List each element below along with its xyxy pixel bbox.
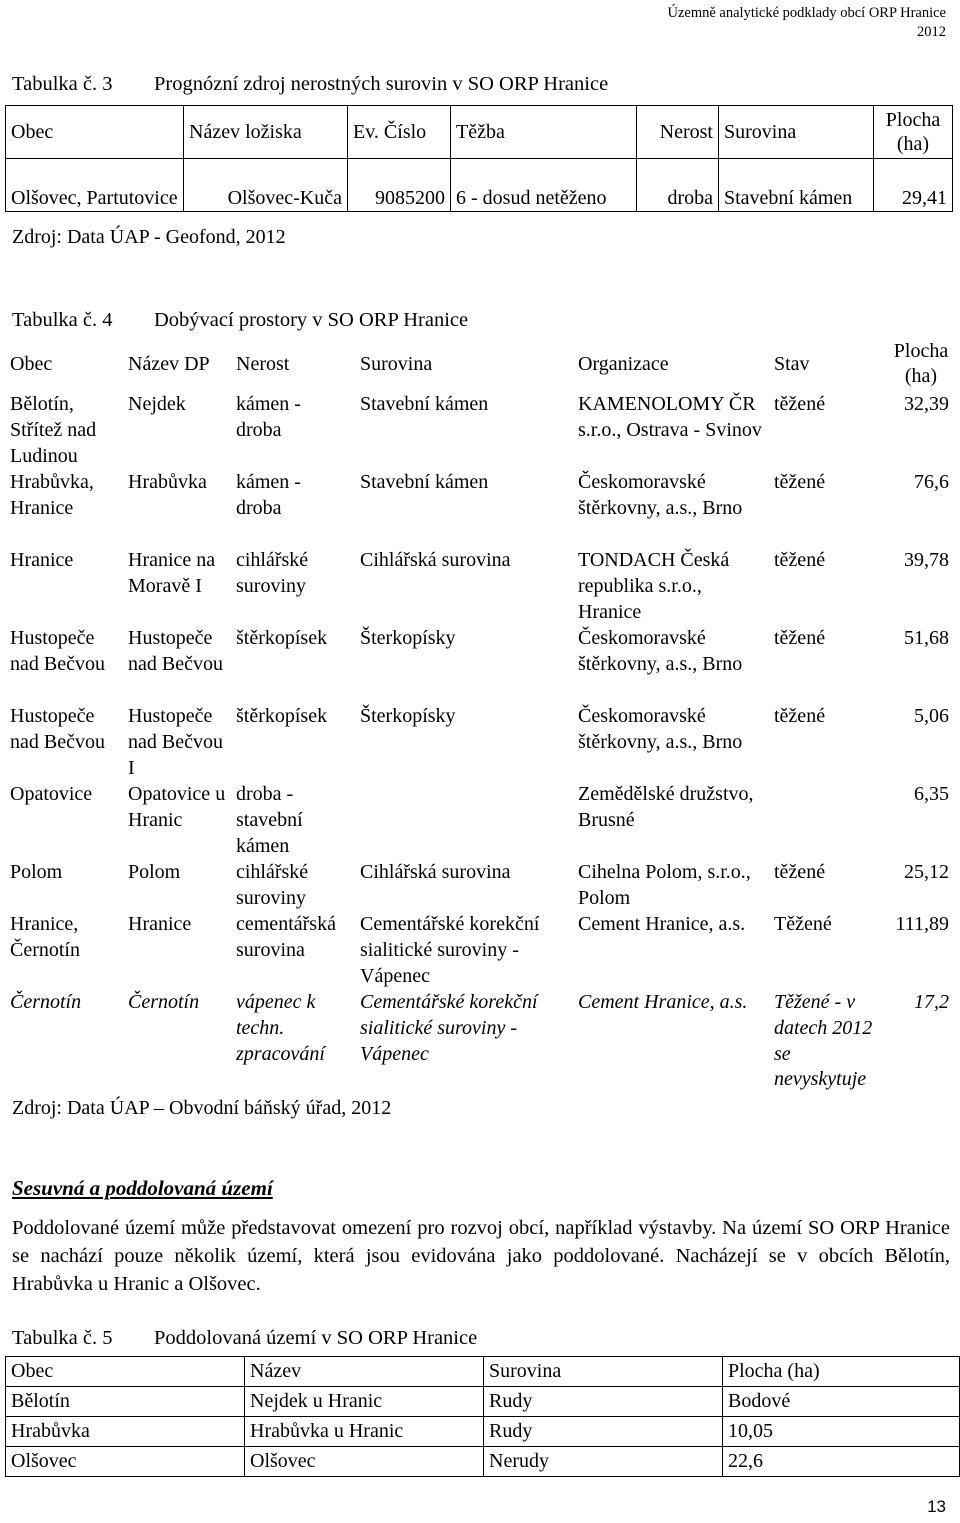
cell-surovina: Stavební kámen [719,159,874,212]
cell-surovina: Rudy [484,1387,723,1417]
cell-nazev: Hranice na Moravě I [128,549,216,597]
cell-plocha: 76,6 [914,471,949,493]
page-number: 13 [927,1497,946,1516]
table-header-row [5,336,957,392]
cell-organizace: Cement Hranice, a.s. [578,991,748,1013]
cell-organizace: KAMENOLOMY ČR s.r.o., Ostrava - Svinov [578,393,762,441]
cell-organizace: Cement Hranice, a.s. [578,913,746,935]
cell-nerost: droba [637,159,719,212]
cell-stav: Těžené - v datech 2012 se nevyskytuje [774,991,873,1091]
cell-nerost: cihlářské suroviny [236,861,309,909]
table3-caption-number: Tabulka č. 3 [12,73,113,95]
header-cell: Nerost [236,352,290,375]
cell-obec: Hustopeče nad Bečvou [10,627,105,675]
cell-obec: Hrabůvka [6,1417,245,1447]
table-row [5,470,957,548]
cell-plocha: 6,35 [914,783,949,805]
table3 [5,105,953,212]
cell-surovina: Cementářské korekční sialitické suroviny - Vápenec [360,913,540,987]
cell-obec: Hranice [10,549,74,571]
table-header-row [6,106,953,159]
cell-nazev: Opatovice u Hranic [128,783,226,831]
cell-cislo: 9085200 [348,159,451,212]
cell-tezba: 6 - dosud netěženo [451,159,637,212]
cell-obec: Bělotín [6,1387,245,1417]
table4-caption-number: Tabulka č. 4 [12,309,113,331]
table-row [6,1417,960,1447]
header-year: 2012 [917,24,946,40]
header-cell: Obec [10,352,53,375]
cell-stav: těžené [774,627,826,649]
cell-obec: Hranice, Černotín [10,913,80,961]
cell-nazev: Olšovec-Kuča [184,159,348,212]
page-header [668,4,947,42]
header-cell: Organizace [578,352,669,375]
header-cell: Surovina [484,1357,723,1387]
table3-caption [12,72,608,96]
cell-plocha: 17,2 [914,991,949,1013]
table-row [5,626,957,704]
table-row [5,912,957,990]
table5-caption-title: Poddolovaná území v SO ORP Hranice [154,1327,478,1349]
cell-nazev: Nejdek [128,393,186,415]
cell-organizace: Českomoravské štěrkovny, a.s., Brno [578,627,743,675]
cell-obec: Černotín [10,991,82,1013]
cell-surovina: Šterkopísky [360,627,456,649]
cell-nazev: Hustopeče nad Bečvou [128,627,223,675]
cell-nazev: Hustopeče nad Bečvou I [128,705,223,779]
cell-plocha: 10,05 [723,1417,960,1447]
cell-organizace: Českomoravské štěrkovny, a.s., Brno [578,705,743,753]
cell-surovina: Rudy [484,1417,723,1447]
cell-stav: těžené [774,393,826,415]
cell-obec: Olšovec, Partutovice [6,159,184,212]
table-row [5,990,957,1094]
cell-obec: Bělotín, Střítež nad Ludinou [10,393,97,467]
header-cell: Surovina [360,352,433,375]
cell-nerost: droba - stavební kámen [236,783,303,857]
cell-nazev: Olšovec [245,1447,484,1477]
table-row [6,159,953,212]
cell-organizace: Cihelna Polom, s.r.o., Polom [578,861,751,909]
cell-nerost: štěrkopísek [236,627,328,649]
table4 [5,336,957,1094]
table-row [6,1447,960,1477]
cell-obec: Polom [10,861,63,883]
cell-plocha: 29,41 [874,159,953,212]
table4-source: Zdroj: Data ÚAP – Obvodní báňský úřad, 2012 [12,1097,392,1119]
cell-organizace: TONDACH Česká republika s.r.o., Hranice [578,549,730,623]
cell-plocha: 39,78 [904,549,949,571]
cell-nerost: kámen - droba [236,393,301,441]
cell-obec: Hustopeče nad Bečvou [10,705,105,753]
table4-caption [12,308,468,332]
cell-stav: těžené [774,471,826,493]
cell-surovina: Stavební kámen [360,471,489,493]
cell-surovina: Stavební kámen [360,393,489,415]
cell-plocha: 5,06 [914,705,949,727]
cell-plocha: 22,6 [723,1447,960,1477]
cell-obec: Hrabůvka, Hranice [10,471,94,519]
table-row [5,782,957,860]
cell-surovina: Cihlářská surovina [360,549,511,571]
cell-plocha: 51,68 [904,627,949,649]
cell-organizace: Zemědělské družstvo, Brusné [578,783,754,831]
header-cell: Nerost [637,106,719,159]
section-paragraph: Poddolované území může představovat omezení pro rozvoj obcí, například výstavby. Na území SO ORP Hranice se nachází pouze několik území, která jsou evidována jako poddolované. Nacházejí se v obcích Bělotín, Hrabůvka u Hranic a Olšovec. [12,1217,950,1295]
cell-plocha: 25,12 [904,861,949,883]
cell-surovina: Cihlářská surovina [360,861,511,883]
cell-nazev: Černotín [128,991,200,1013]
header-cell: Název [245,1357,484,1387]
header-cell: Obec [6,106,184,159]
header-cell: Obec [6,1357,245,1387]
cell-nazev: Hrabůvka [128,471,207,493]
table5-caption-number: Tabulka č. 5 [12,1327,113,1349]
table3-caption-title: Prognózní zdroj nerostných surovin v SO ORP Hranice [154,73,609,95]
header-cell: Stav [774,352,810,375]
header-cell: Plocha (ha) [874,106,953,159]
cell-surovina: Nerudy [484,1447,723,1477]
header-cell: Název DP [128,352,210,375]
cell-nazev: Nejdek u Hranic [245,1387,484,1417]
table4-caption-title: Dobývací prostory v SO ORP Hranice [154,309,469,331]
table-row [6,1387,960,1417]
cell-stav: těžené [774,549,826,571]
section-heading: Sesuvná a poddolovaná území [12,1176,273,1200]
cell-nazev: Hrabůvka u Hranic [245,1417,484,1447]
cell-plocha: 32,39 [904,393,949,415]
table-row [5,392,957,470]
header-cell: Plocha (ha) [723,1357,960,1387]
cell-nerost: vápenec k techn. zpracování [236,991,325,1065]
table-row [5,548,957,626]
cell-surovina: Cementářské korekční sialitické suroviny - Vápenec [360,991,538,1065]
cell-stav: Těžené [774,913,832,935]
cell-surovina [355,782,573,860]
cell-nazev: Polom [128,861,181,883]
cell-nerost: štěrkopísek [236,705,328,727]
cell-stav: těžené [774,861,826,883]
table-row [5,860,957,912]
cell-obec: Opatovice [10,783,93,805]
cell-nerost: kámen - droba [236,471,301,519]
table-row [5,704,957,782]
cell-obec: Olšovec [6,1447,245,1477]
table-header-row [6,1357,960,1387]
cell-nazev: Hranice [128,913,192,935]
table5-caption [12,1326,477,1350]
header-cell: Název ložiska [184,106,348,159]
cell-nerost: cementářská surovina [236,913,336,961]
cell-stav [769,782,885,860]
cell-nerost: cihlářské suroviny [236,549,309,597]
header-cell: Surovina [719,106,874,159]
table3-source: Zdroj: Data ÚAP - Geofond, 2012 [12,226,286,248]
cell-plocha: 111,89 [895,913,949,935]
cell-stav: těžené [774,705,826,727]
table5 [5,1356,960,1477]
cell-surovina: Šterkopísky [360,705,456,727]
header-cell: Těžba [451,106,637,159]
cell-organizace: Českomoravské štěrkovny, a.s., Brno [578,471,743,519]
header-title: Územně analytické podklady obcí ORP Hranice [667,5,946,21]
header-cell: Ev. Číslo [348,106,451,159]
header-cell: Plocha (ha) [893,340,949,387]
cell-plocha: Bodové [723,1387,960,1417]
